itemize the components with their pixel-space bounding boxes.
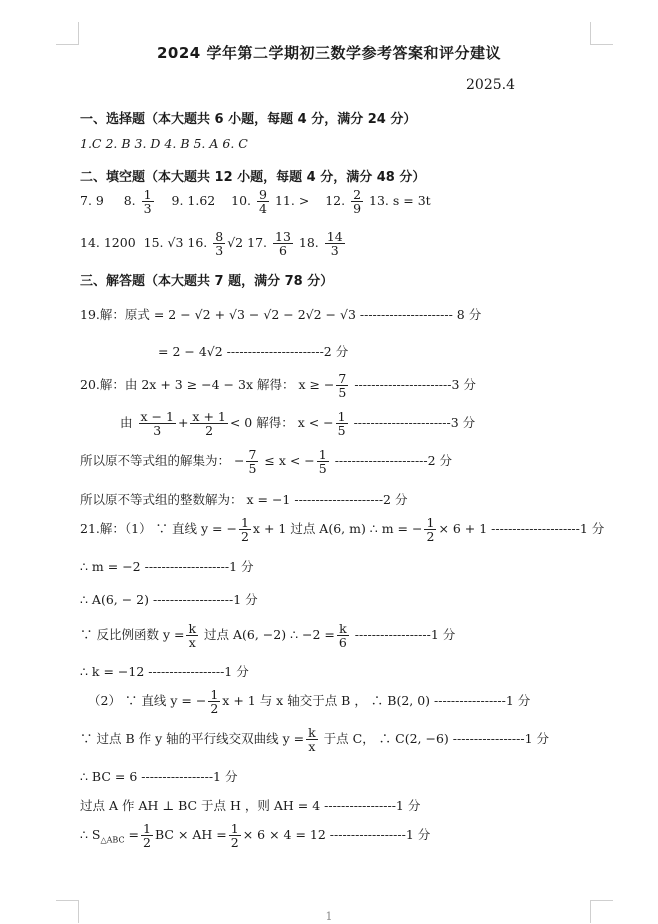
q21-l10-fraction-2: $\frac{1}{2}$ — [230, 821, 239, 851]
q20-l2-score: -----------------------3 分 — [349, 415, 476, 431]
answer-17-fraction: $\frac{13}{6}$ — [275, 229, 291, 259]
q19-line-2: = 2 − 4√2 -----------------------2 分 — [158, 344, 349, 359]
q21-l4-mid: 过点 A(6, −2) ∴ −2 = — [200, 627, 335, 643]
q21-l10-score: × 6 × 4 = 12 ------------------1 分 — [242, 827, 431, 843]
q21-l1-text: 21.解：（1） ∵ 直线 y = − — [80, 521, 237, 537]
q21-line-4 — [80, 622, 455, 649]
answer-18-fraction: $\frac{14}{3}$ — [326, 229, 343, 259]
answer-10-fraction: $\frac{9}{4}$ — [259, 187, 267, 217]
answer-18-label: 18. — [298, 235, 319, 251]
q21-l1-score: × 6 + 1 ---------------------1 分 — [438, 521, 605, 537]
q21-l10-fraction-1: $\frac{1}{2}$ — [143, 821, 151, 851]
q21-l6-fraction: $\frac{1}{2}$ — [210, 687, 219, 717]
answer-8-fraction: $\frac{1}{3}$ — [143, 187, 152, 217]
q20-l2-mid: < 0 解得： x < − — [229, 415, 334, 431]
answer-7: 7. 9 — [80, 193, 104, 209]
q20-line-3 — [80, 448, 452, 475]
q21-l1-fraction-1: $\frac{1}{2}$ — [240, 515, 249, 545]
section-solve-header: 三、解答题（本大题共 7 题，满分 78 分） — [80, 274, 334, 289]
q21-line-3: ∴ A(6, − 2) -------------------1 分 — [80, 592, 258, 607]
q20-l3-score: ----------------------2 分 — [330, 453, 453, 469]
q20-l2-text: 由 — [120, 415, 133, 431]
answer-12-fraction: $\frac{2}{9}$ — [353, 187, 362, 217]
section-fill-header: 二、填空题（本大题共 12 小题，每题 4 分，满分 48 分） — [80, 170, 426, 185]
section-choice-header: 一、选择题（本大题共 6 小题，每题 4 分，满分 24 分） — [80, 112, 417, 127]
q20-l2-plus: + — [177, 415, 189, 431]
answer-17-label: 17. — [247, 235, 268, 251]
q20-line-2 — [120, 410, 475, 437]
q20-l3-fraction-2: $\frac{1}{5}$ — [318, 447, 327, 477]
page-number: 1 — [325, 910, 333, 923]
answer-10-label: 10. — [231, 193, 252, 209]
q20-l2-fraction-3: $\frac{1}{5}$ — [337, 409, 346, 439]
q21-line-8: ∴ BC = 6 -----------------1 分 — [80, 769, 238, 784]
q21-l1-mid: x + 1 过点 A(6, m) ∴ m = − — [252, 521, 423, 537]
choice-answers: 1.C 2. B 3. D 4. B 5. A 6. C — [80, 136, 248, 151]
document-title: 2024 学年第二学期初三数学参考答案和评分建议 — [157, 44, 501, 62]
q21-l4-fraction-2: $\frac{k}{6}$ — [338, 621, 347, 651]
q21-l10-subscript: △ABC — [100, 835, 125, 845]
q21-line-6 — [88, 688, 530, 715]
q20-line-1 — [80, 372, 476, 399]
answer-8-label: 8. — [123, 193, 136, 209]
q21-l6-score: x + 1 与 x 轴交于点 B ， ∴ B(2, 0) -----------------1 分 — [222, 693, 531, 709]
answer-16-label: 16. — [187, 235, 208, 251]
q20-l3-fraction-1: $\frac{7}{5}$ — [248, 447, 257, 477]
q21-l10-text: ∴ S — [80, 827, 101, 843]
q20-l1-score: -----------------------3 分 — [350, 377, 476, 393]
q20-line-4: 所以原不等式组的整数解为： x = −1 ---------------------2 分 — [80, 492, 408, 507]
q19-line-1: 19.解：原式 = 2 − √2 + √3 − √2 − 2√2 − √3 ---------------------- 8 分 — [80, 307, 482, 322]
q20-l1-text: 20.解：由 2x + 3 ≥ −4 − 3x 解得： x ≥ − — [80, 377, 335, 393]
answer-9: 9. 1.62 — [171, 193, 216, 209]
q21-l10-mid: BC × AH = — [154, 827, 227, 843]
fill-answers-row-2 — [80, 230, 347, 257]
q20-l3-text: 所以原不等式组的解集为： − — [80, 453, 245, 469]
q21-l10-eq: = — [124, 827, 140, 843]
q21-l7-fraction: $\frac{k}{x}$ — [308, 725, 316, 755]
q21-line-2: ∴ m = −2 --------------------1 分 — [80, 559, 254, 574]
q21-l6-text: （2） ∵ 直线 y = − — [88, 693, 207, 709]
q21-l4-score: ------------------1 分 — [350, 627, 456, 643]
q21-l1-fraction-2: $\frac{1}{2}$ — [426, 515, 435, 545]
q21-line-9: 过点 A 作 AH ⊥ BC 于点 H ，则 AH = 4 -----------------1 分 — [80, 798, 421, 813]
q21-l7-score: 于点 C， ∴ C(2, −6) -----------------1 分 — [319, 731, 549, 747]
q20-l2-fraction-2: $\frac{x + 1}{2}$ — [192, 409, 226, 439]
q20-l1-fraction: $\frac{7}{5}$ — [338, 371, 347, 401]
q20-l2-fraction-1: $\frac{x - 1}{3}$ — [140, 409, 174, 439]
answer-14: 14. 1200 — [80, 235, 136, 251]
answer-16-tail: √2 — [227, 235, 244, 251]
answer-12-label: 12. — [325, 193, 346, 209]
q21-l4-text: ∵ 反比例函数 y = — [80, 627, 185, 643]
q21-line-7 — [80, 726, 549, 753]
answer-16-fraction: $\frac{8}{3}$ — [215, 229, 224, 259]
answer-15: 15. √3 — [143, 235, 184, 251]
q20-l3-mid: ≤ x < − — [260, 453, 315, 469]
q21-l4-fraction-1: $\frac{k}{x}$ — [188, 621, 197, 651]
answer-13: 13. s = 3t — [369, 193, 431, 209]
fill-answers-row-1 — [80, 188, 431, 215]
q21-l7-text: ∵ 过点 B 作 y 轴的平行线交双曲线 y = — [80, 731, 305, 747]
q21-line-5: ∴ k = −12 ------------------1 分 — [80, 664, 249, 679]
q21-line-10 — [80, 822, 430, 849]
q21-line-1 — [80, 516, 604, 543]
document-date: 2025.4 — [466, 77, 515, 93]
answer-11: 11. > — [274, 193, 310, 209]
